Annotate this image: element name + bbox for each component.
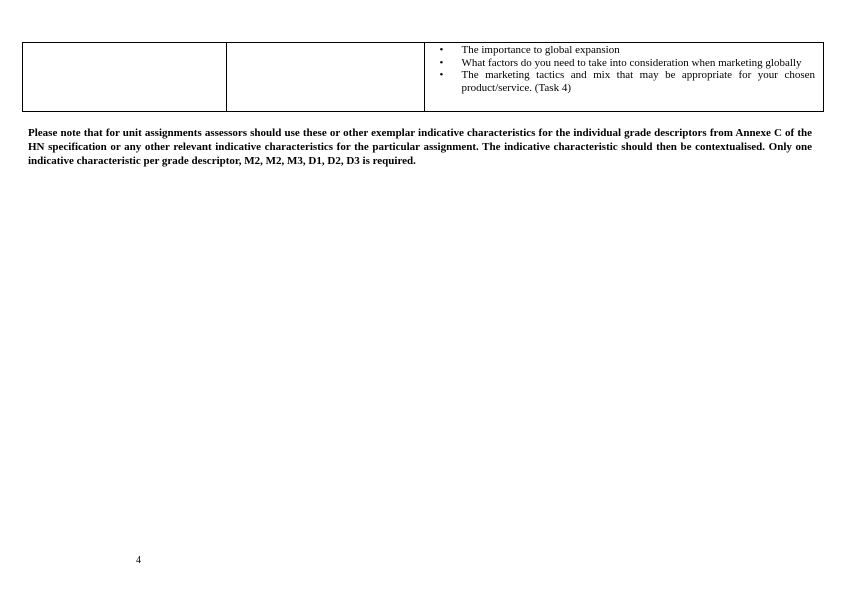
list-item-text: The marketing tactics and mix that may be appropriate for your chosen product/service. (Task 4) [461, 69, 815, 94]
list-item [425, 57, 815, 70]
grade-descriptor-table [22, 42, 824, 112]
table-row [23, 43, 824, 112]
assessor-note: Please note that for unit assignments assessors should use these or other exemplar indicative characteristics for the individual grade descriptors from Annexe C of the HN specification or any other relevant indicative characteristics for the particular assignment. The indicative characteristic should then be contextualised. Only one indicative characteristic per grade descriptor, M2, M2, M3, D1, D2, D3 is required. [28, 127, 812, 167]
bullet-dot-icon: • [439, 56, 444, 69]
list-item [425, 44, 815, 57]
page-number: 4 [136, 555, 141, 566]
list-item-text: What factors do you need to take into consideration when marketing globally [461, 56, 802, 69]
table-cell-empty-2 [227, 43, 425, 112]
bullet-list [425, 44, 815, 94]
list-item [425, 69, 815, 94]
list-item-text: The importance to global expansion [461, 44, 620, 56]
table-cell-indicative-content [425, 43, 824, 112]
bullet-dot-icon: • [439, 44, 444, 56]
table-cell-empty-1 [23, 43, 227, 112]
bullet-dot-icon: • [439, 69, 444, 81]
